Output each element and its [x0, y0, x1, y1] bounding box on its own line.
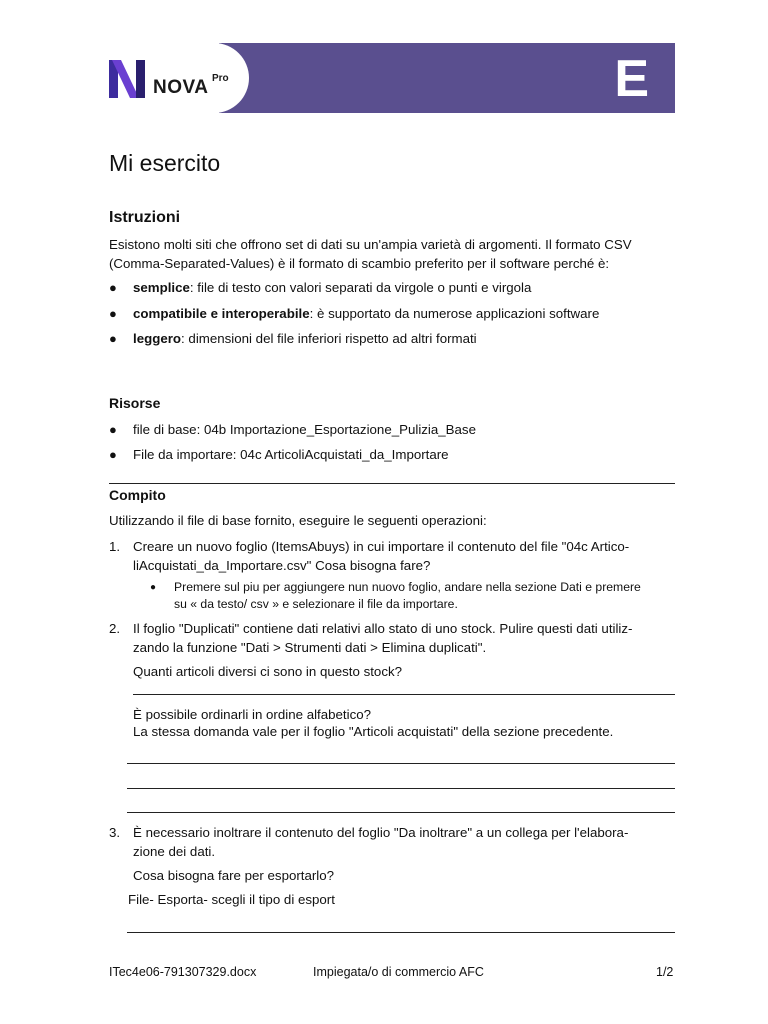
- step-text: zione dei dati.: [133, 843, 216, 859]
- instructions-intro-1: Esistono molti siti che offrono set di dati su un'ampia varietà di argomenti. Il formato CSV: [109, 237, 632, 252]
- bullet-icon: ●: [109, 447, 117, 462]
- resource-text: file di base: 04b Importazione_Esportazione_Pulizia_Base: [133, 422, 476, 437]
- answer-line[interactable]: [127, 932, 675, 933]
- bullet-text: : file di testo con valori separati da virgole o punti e virgola: [189, 280, 532, 295]
- step3-answer[interactable]: File- Esporta- scegli il tipo di esport: [128, 892, 335, 907]
- answer-line[interactable]: [127, 763, 675, 764]
- bullet-bold: compatibile e interoperabile: [133, 306, 310, 321]
- step-text: È necessario inoltrare il contenuto del foglio "Da inoltrare" a un collega per l'elabora-: [133, 825, 629, 840]
- step2-question-3: La stessa domanda vale per il foglio "Articoli acquistati" della sezione precedente.: [133, 724, 614, 739]
- footer-center: Impiegata/o di commercio AFC: [313, 965, 484, 979]
- answer-line[interactable]: [127, 812, 675, 813]
- step3-question: Cosa bisogna fare per esportarlo?: [133, 868, 335, 883]
- step-text: liAcquistati_da_Importare.csv" Cosa bisogna fare?: [133, 557, 431, 573]
- step-number: 2.: [109, 621, 121, 636]
- task-heading: Compito: [109, 487, 166, 503]
- logo-sup: Pro: [212, 73, 229, 84]
- resources-heading: Risorse: [109, 395, 161, 411]
- instructions-heading: Istruzioni: [109, 209, 181, 226]
- footer-filename: ITec4e06-791307329.docx: [109, 965, 257, 979]
- step2-question-2: È possibile ordinarli in ordine alfabetico?: [133, 707, 372, 722]
- answer-line[interactable]: [133, 694, 675, 695]
- logo-text: NOVA: [153, 77, 209, 98]
- bullet-icon: ●: [150, 582, 157, 593]
- answer-line[interactable]: [127, 788, 675, 789]
- step2-question-1: Quanti articoli diversi ci sono in questo stock?: [133, 664, 403, 679]
- header-band: [219, 43, 675, 113]
- nova-logo-icon: [109, 60, 147, 98]
- bullet-icon: ●: [109, 306, 117, 321]
- footer-page: 1/2: [656, 965, 674, 979]
- bullet-text: : è supportato da numerose applicazioni software: [309, 306, 600, 321]
- sub-text: su « da testo/ csv » e selezionare il file da importare.: [174, 597, 458, 611]
- bullet-icon: ●: [109, 280, 117, 295]
- bullet-bold: leggero: [133, 331, 182, 346]
- resource-text: File da importare: 04c ArticoliAcquistati_da_Importare: [133, 447, 449, 462]
- section-divider: [109, 483, 675, 484]
- task-intro: Utilizzando il file di base fornito, eseguire le seguenti operazioni:: [109, 513, 487, 528]
- page-title: Mi esercito: [109, 150, 221, 176]
- instructions-intro-2: (Comma-Separated-Values) è il formato di scambio preferito per il software perché è:: [109, 256, 610, 271]
- bullet-text: : dimensioni del file inferiori rispetto ad altri formati: [181, 331, 477, 346]
- header-letter: E: [614, 50, 649, 108]
- step-text: Il foglio "Duplicati" contiene dati relativi allo stato di uno stock. Pulire questi dati utiliz-: [133, 621, 633, 636]
- bullet-icon: ●: [109, 331, 117, 346]
- bullet-icon: ●: [109, 422, 117, 437]
- step-text: Creare un nuovo foglio (ItemsAbuys) in cui importare il contenuto del file "04c Artico-: [133, 539, 630, 554]
- step-text: zando la funzione "Dati > Strumenti dati > Elimina duplicati".: [133, 639, 487, 655]
- step-number: 1.: [109, 539, 121, 554]
- bullet-bold: semplice: [133, 280, 190, 295]
- step-number: 3.: [109, 825, 121, 840]
- document-header: [109, 43, 675, 113]
- sub-text: Premere sul piu per aggiungere nun nuovo foglio, andare nella sezione Dati e premere: [174, 580, 641, 594]
